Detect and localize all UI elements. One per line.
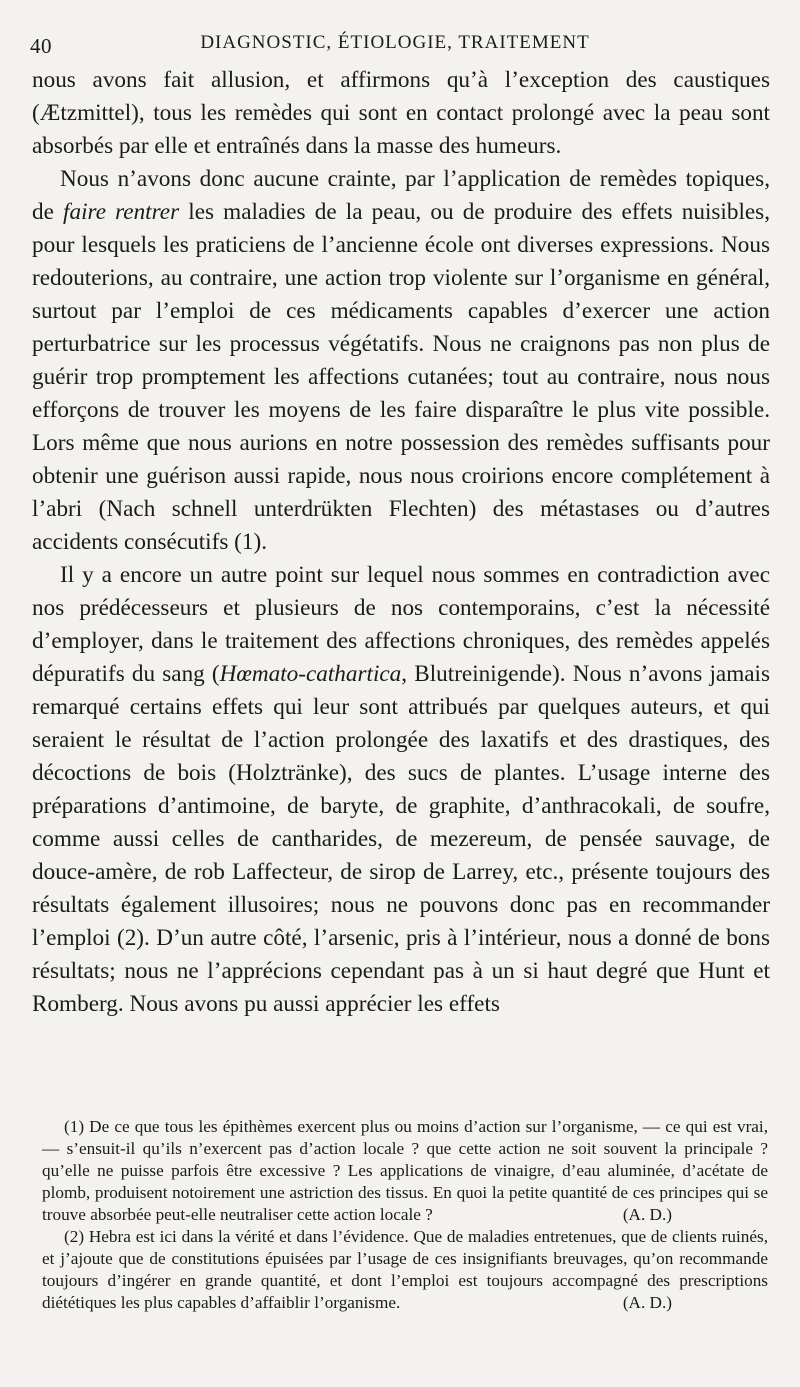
- footnote-1-signature: (A. D.): [622, 1205, 672, 1224]
- paragraph-text: , Blutreinigende). Nous n’avons jamais remarqué certains effets qui leur sont attribués par quelques auteurs, et qui seraient le résultat de l’action prolongée des laxatifs et des drastiques, des décoctions de bois (Holztränke), des sucs de plantes. L’usage interne des préparations d’antimoine, de baryte, de graphite, d’anthracokali, de soufre, comme aussi celles de cantharides, de mezereum, de pensée sauvage, de douce-amère, de rob Laffecteur, de sirop de Larrey, etc., présente toujours des résultats également illusoires; nous ne pouvons donc pas en recommander l’emploi (2). D’un autre côté, l’arsenic, pris à l’intérieur, nous a donné de bons résultats; nous ne l’apprécions cependant pas à un si haut degré que Hunt et Romberg. Nous avons pu aussi apprécier les effets: [32, 661, 770, 1017]
- running-title: DIAGNOSTIC, ÉTIOLOGIE, TRAITEMENT: [200, 32, 590, 53]
- running-header: [30, 30, 760, 64]
- footnote-2-signature: (A. D.): [622, 1293, 672, 1312]
- footnote-2: (2) Hebra est ici dans la vérité et dans l’évidence. Que de maladies entretenues, que de clients ruinés, et j’ajoute que de constitutions épuisées par l’usage de ces insignifiants breuvages, qu’on recommande toujours d’ingérer en grande quantité, et dont l’emploi est toujours accompagné des prescriptions diététiques les plus capables d’affaiblir l’organisme.: [42, 1227, 768, 1312]
- footnotes: [42, 1116, 768, 1314]
- paragraph-text: Nous n’avons donc aucune crainte, par l’application de remèdes topiques, de: [32, 166, 770, 225]
- page-number: 40: [30, 34, 52, 58]
- footnote-1: (1) De ce que tous les épithèmes exercent plus ou moins d’action sur l’organisme, — ce qui est vrai, — s’ensuit-il qu’ils n’exercent pas d’action locale ? que cette action ne soit souvent la principale ? qu’elle ne puisse parfois être excessive ? Les applications de vinaigre, d’eau aluminée, d’acétate de plomb, produisent notoirement une astriction des tissus. En quoi la petite quantité de ces principes qui se trouve absorbée peut-elle neutraliser cette action locale ?: [42, 1117, 768, 1224]
- paragraph-text: les maladies de la peau, ou de produire des effets nuisibles, pour lesquels les praticiens de l’ancienne école ont diverses expressions. Nous redouterions, au contraire, une action trop violente sur l’organisme en général, surtout par l’emploi de ces médicaments capables d’exercer une action perturbatrice sur les processus végétatifs. Nous ne craignons pas non plus de guérir trop promptement les affections cutanées; tout au contraire, nous nous efforçons de trouver les moyens de les faire disparaître le plus vite possible. Lors même que nous aurions en notre possession des remèdes suffisants pour obtenir une guérison aussi rapide, nous nous croirions encore complétement à l’abri (Nach schnell unterdrükten Flechten) des métastases ou d’autres accidents consécutifs (1).: [32, 199, 770, 555]
- italic-phrase: faire rentrer: [63, 199, 180, 225]
- main-text: [32, 64, 770, 1021]
- paragraph-text: Il y a encore un autre point sur lequel nous sommes en contradiction avec nos prédécesseurs et plusieurs de nos contemporains, c’est la nécessité d’employer, dans le traitement des affections chroniques, des remèdes appelés dépuratifs du sang (: [32, 562, 770, 687]
- paragraph: [32, 559, 770, 1021]
- italic-term: Hœmato-cathartica: [219, 661, 402, 687]
- paragraph: [32, 163, 770, 559]
- paragraph-continued: nous avons fait allusion, et affirmons qu’à l’exception des caustiques (Ætzmittel), tous les remèdes qui sont en contact prolongé avec la peau sont absorbés par elle et entraînés dans la masse des humeurs.: [32, 67, 770, 159]
